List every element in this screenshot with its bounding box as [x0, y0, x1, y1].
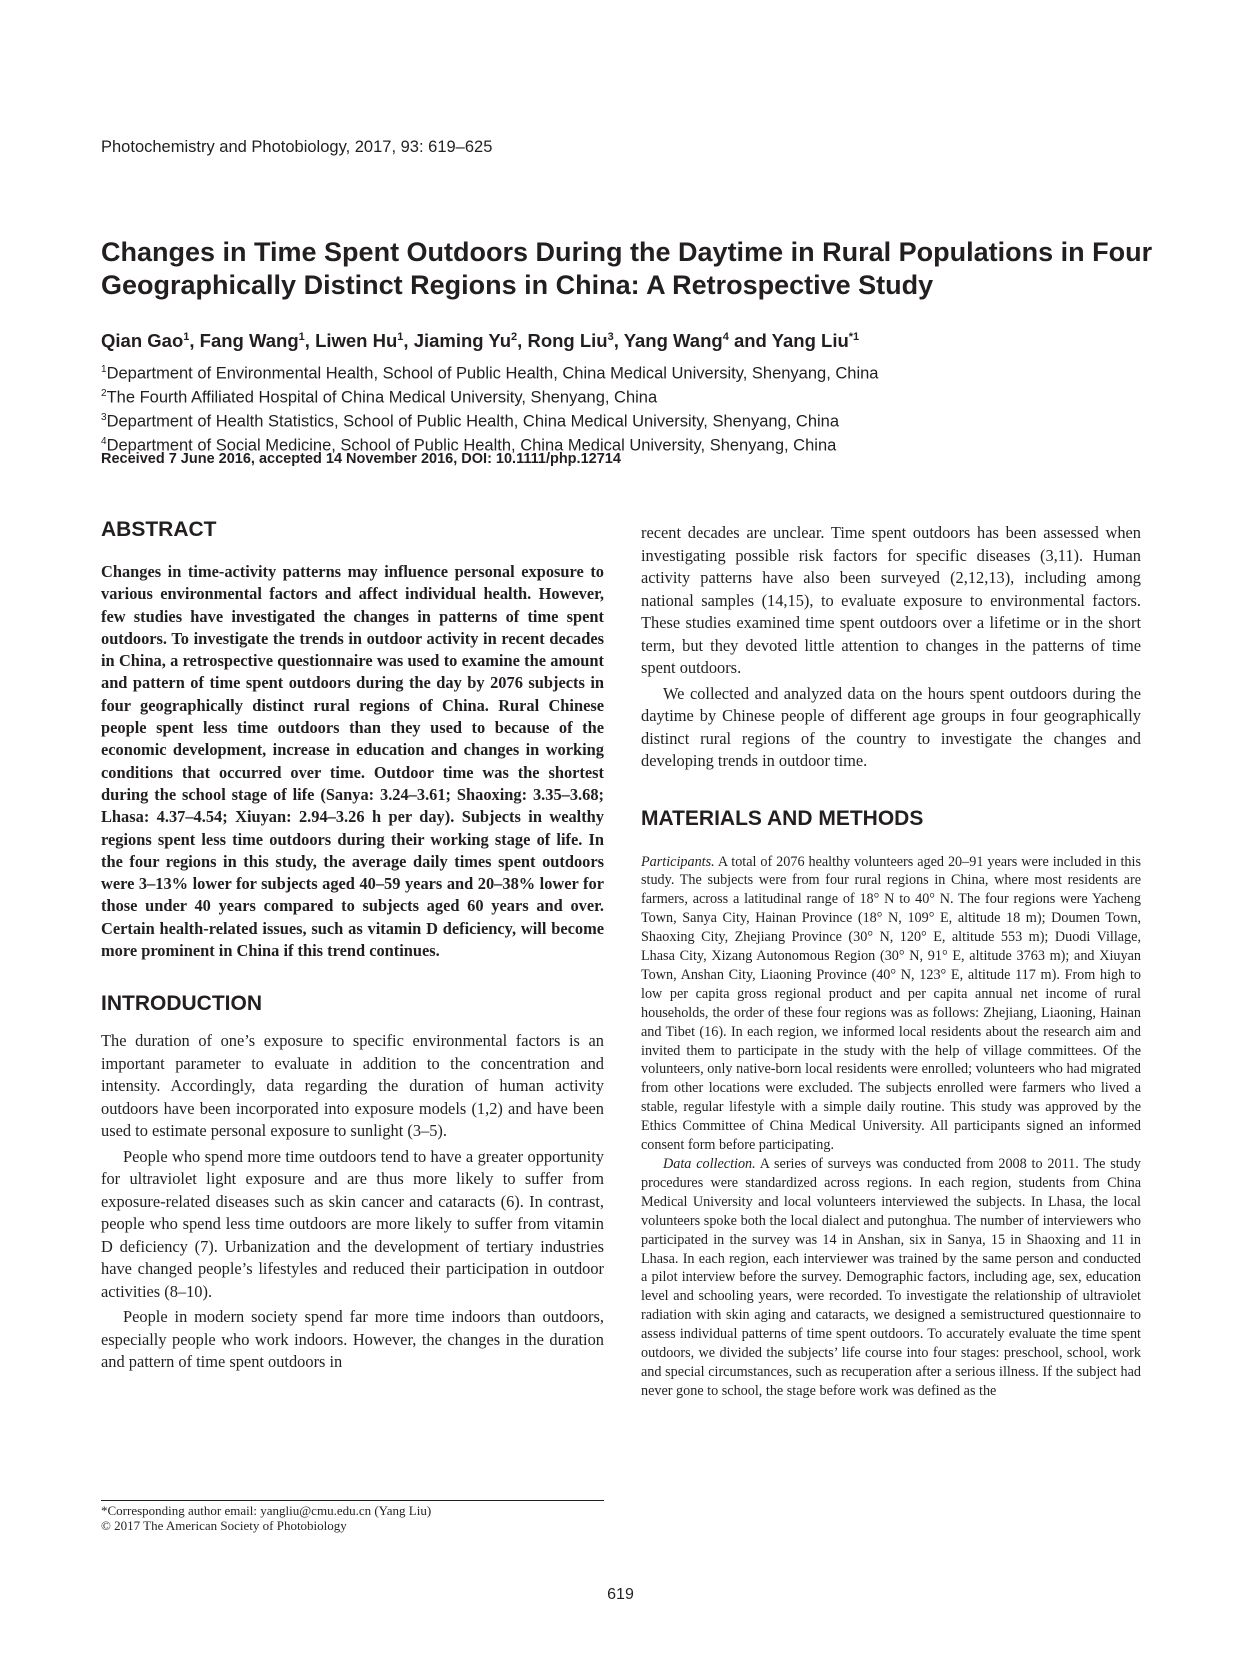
author-separator: ,: [613, 330, 624, 351]
author-affiliation-marker: 2: [511, 330, 518, 343]
affiliation-text: Department of Health Statistics, School of Public Health, China Medical University, Shenyang, China: [106, 412, 840, 431]
participants-text: A total of 2076 healthy volunteers aged 20–91 years were included in this study. The subjects were from four rural regions in China, where most residents are farmers, across a latitudinal range of 18° N to 40° N. The four regions were Yacheng Town, Sanya City, Hainan Province (18° N, 109° E, altitude 18 m); Doumen Town, Shaoxing City, Zhejiang Province (30° N, 120° E, altitude 553 m); Duodi Village, Lhasa City, Xizang Autonomous Region (30° N, 91° E, altitude 3763 m); and Xiuyan Town, Anshan City, Liaoning Province (40° N, 123° E, altitude 117 m). From high to low per capita gross regional product and per capita annual net income of rural households, the order of these four regions was as follows: Zhejiang, Liaoning, Hainan and Tibet (16). In each region, we informed local residents about the research aim and invited them to participate in the study with the help of village committees. Of the volunteers, only native-born local residents were enrolled; volunteers who had migrated from other locations were excluded. The subjects enrolled were farmers who lived a stable, regular lifestyle with a simple daily routine. This study was approved by the Ethics Committee of China Medical University. All participants signed an informed consent form before participating.: [641, 853, 1141, 1154]
abstract-heading: ABSTRACT: [101, 518, 217, 541]
author-affiliation-marker: *1: [848, 330, 860, 343]
author-name: Fang Wang: [199, 330, 299, 351]
author-name: Yang Wang: [623, 330, 723, 351]
affiliation-marker: 4: [101, 436, 107, 447]
affiliation-list: [101, 360, 879, 456]
author-affiliation-marker: 1: [298, 330, 305, 343]
author-separator: ,: [189, 330, 200, 351]
author-affiliation-marker: 1: [397, 330, 404, 343]
footnote-divider: [101, 1500, 604, 1501]
participants-paragraph: [641, 853, 1141, 1156]
data-collection-text: A series of surveys was conducted from 2008 to 2011. The study procedures were standardized across regions. In each region, students from China Medical University and local volunteers interviewed the subjects. In Lhasa, the local volunteers spoke both the local dialect and putonghua. The number of interviewers who participated in the survey was 14 in Anshan, six in Sanya, 15 in Shaoxing and 11 in Lhasa. In each region, each interviewer was trained by the same person and conducted a pilot interview before the survey. Demographic factors, including age, sex, education level and schooling years, were recorded. To investigate the relationship of ultraviolet radiation with skin aging and cataracts, we designed a semistructured questionnaire to assess individual patterns of time spent outdoors. To accurately evaluate the time spent outdoors, we divided the subjects’ life course into four stages: preschool, school, work and special circumstances, such as recuperation after a serious illness. If the subject had never gone to school, the stage before work was defined as the: [641, 1156, 1141, 1399]
author-name: Rong Liu: [527, 330, 608, 351]
data-collection-label: Data collection.: [663, 1156, 756, 1172]
footnotes: [101, 1503, 431, 1533]
author-affiliation-marker: 3: [607, 330, 614, 343]
introduction-paragraph: People who spend more time outdoors tend to have a greater opportunity for ultraviolet light exposure and are thus more likely to suffer from exposure-related diseases such as skin cancer and cataracts (6). In contrast, people who spend less time outdoors are more likely to suffer from vitamin D deficiency (7). Urbanization and the development of tertiary industries have changed people’s lifestyles and reduced their participation in outdoor activities (8–10).: [101, 1146, 604, 1301]
affiliation-marker: 1: [101, 364, 107, 375]
affiliation-line: [101, 360, 879, 384]
author-separator: ,: [403, 330, 414, 351]
introduction-paragraph: The duration of one’s exposure to specific environmental factors is an important parameter to evaluate in addition to the concentration and intensity. Accordingly, data regarding the duration of human activity outdoors have been incorporated into exposure models (1,2) and have been used to estimate personal exposure to sunlight (3–5).: [101, 1031, 604, 1141]
introduction-paragraph: People in modern society spend far more time indoors than outdoors, especially people who work indoors. However, the changes in the duration and pattern of time spent outdoors in: [101, 1307, 604, 1372]
corresponding-author-note: *Corresponding author email: yangliu@cmu.edu.cn (Yang Liu): [101, 1503, 432, 1518]
page-number: 619: [607, 1586, 634, 1603]
author-affiliation-marker: 1: [183, 330, 190, 343]
affiliation-line: [101, 384, 879, 408]
introduction-paragraph: recent decades are unclear. Time spent outdoors has been assessed when investigating possible risk factors for specific diseases (3,11). Human activity patterns have also been surveyed (2,12,13), including among national samples (14,15), to evaluate exposure to environmental factors. These studies examined time spent outdoors over a lifetime or in the short term, but they devoted little attention to changes in the patterns of time spent outdoors.: [641, 523, 1141, 677]
author-name: Yang Liu: [771, 330, 849, 351]
author-name: Liwen Hu: [315, 330, 398, 351]
journal-citation: Photochemistry and Photobiology, 2017, 93: 619–625: [101, 138, 493, 156]
author-name: Jiaming Yu: [413, 330, 512, 351]
article-title: Changes in Time Spent Outdoors During the Daytime in Rural Populations in Four Geographically Distinct Regions in China: A Retrospective Study: [101, 237, 1153, 300]
author-name: Qian Gao: [101, 330, 184, 351]
data-collection-paragraph: [641, 1155, 1141, 1401]
left-column: [101, 518, 604, 1374]
abstract-text: Changes in time-activity patterns may influence personal exposure to various environmental factors and affect individual health. However, few studies have investigated the changes in patterns of time spent outdoors. To investigate the trends in outdoor activity in recent decades in China, a retrospective questionnaire was used to examine the amount and pattern of time spent outdoors during the day by 2076 subjects in four geographically distinct rural regions of China. Rural Chinese people spent less time outdoors than they used to because of the economic development, increase in education and changes in working conditions that occurred over time. Outdoor time was the shortest during the school stage of life (Sanya: 3.24–3.61; Shaoxing: 3.35–3.68; Lhasa: 4.37–4.54; Xiuyan: 2.94–3.26 h per day). Subjects in wealthy regions spent less time outdoors during their working stage of life. In the four regions in this study, the average daily times spent outdoors were 3–13% lower for subjects aged 40–59 years and 20–38% lower for those under 40 years compared to subjects aged 60 years and over. Certain health-related issues, such as vitamin D deficiency, will become more prominent in China if this trend continues.: [101, 562, 604, 961]
introduction-paragraph: We collected and analyzed data on the hours spent outdoors during the daytime by Chinese people of different age groups in four geographically distinct rural regions of the country to investigate the changes and developing trends in outdoor time.: [641, 683, 1141, 770]
affiliation-line: [101, 408, 879, 432]
affiliation-marker: 2: [101, 388, 107, 399]
methods-heading: MATERIALS AND METHODS: [641, 806, 924, 830]
author-list: [101, 330, 859, 352]
author-separator: and: [728, 330, 772, 351]
right-column: [641, 522, 1141, 1401]
affiliation-text: Department of Social Medicine, School of Public Health, China Medical University, Shenyang, China: [106, 436, 837, 455]
introduction-heading: INTRODUCTION: [101, 992, 262, 1016]
author-separator: ,: [304, 330, 316, 351]
author-affiliation-marker: 4: [722, 330, 729, 343]
affiliation-text: Department of Environmental Health, School of Public Health, China Medical University, Shenyang, China: [106, 364, 879, 383]
affiliation-marker: 3: [101, 412, 107, 423]
received-dates: Received 7 June 2016, accepted 14 November 2016, DOI: 10.1111/php.12714: [101, 451, 621, 467]
copyright-note: © 2017 The American Society of Photobiology: [101, 1518, 347, 1533]
author-separator: ,: [517, 330, 528, 351]
participants-label: Participants.: [641, 853, 715, 870]
affiliation-text: The Fourth Affiliated Hospital of China Medical University, Shenyang, China: [106, 388, 658, 407]
